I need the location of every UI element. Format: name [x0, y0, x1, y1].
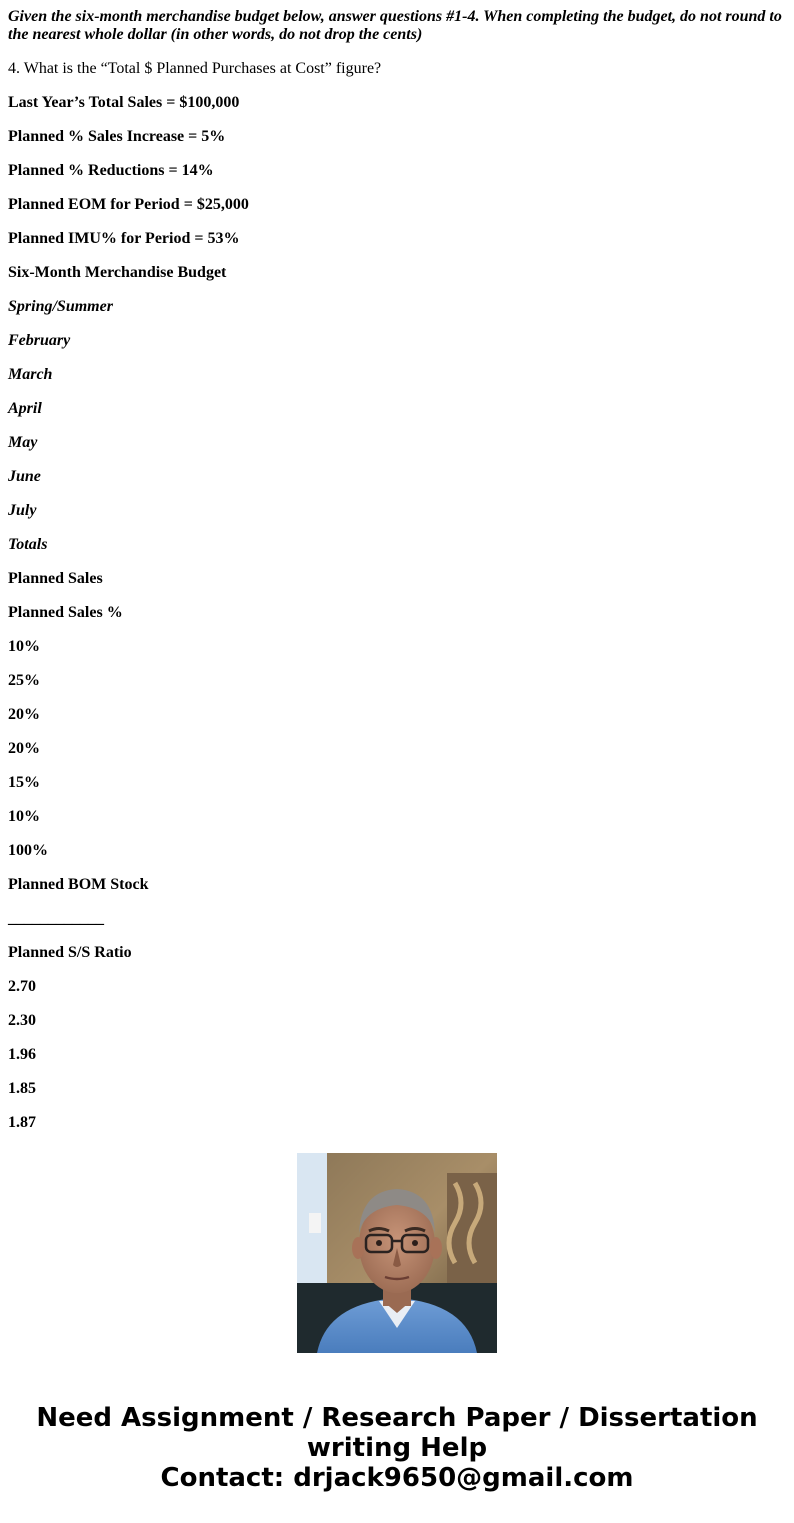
given-last-year-sales: Last Year’s Total Sales = $100,000: [8, 94, 240, 111]
month-march: March: [8, 366, 53, 383]
planned-bom-label: Planned BOM Stock: [8, 876, 149, 893]
sales-pct-june: 15%: [8, 774, 40, 791]
budget-title: Six-Month Merchandise Budget: [8, 264, 227, 281]
ss-ratio-april: 1.96: [8, 1046, 36, 1063]
author-avatar: [297, 1153, 497, 1353]
sales-pct-may: 20%: [8, 740, 40, 757]
promo-contact: Contact: drjack9650@gmail.com: [160, 1463, 634, 1493]
sales-pct-july: 10%: [8, 808, 40, 825]
document-body: [8, 0, 788, 1131]
ss-ratio-february: 2.70: [8, 978, 36, 995]
ss-ratio-march: 2.30: [8, 1012, 36, 1029]
month-february: February: [8, 332, 71, 349]
ss-ratio-may: 1.85: [8, 1080, 36, 1097]
given-eom: Planned EOM for Period = $25,000: [8, 196, 249, 213]
planned-sales-pct-label: Planned Sales %: [8, 604, 123, 621]
season-label: Spring/Summer: [8, 298, 113, 315]
blank-answer-line: ____________: [8, 910, 104, 927]
promo-line-2: writing Help: [306, 1433, 488, 1463]
question-text: 4. What is the “Total $ Planned Purchases at Cost” figure?: [8, 60, 382, 77]
sales-pct-april: 20%: [8, 706, 40, 723]
planned-sales-label: Planned Sales: [8, 570, 103, 587]
month-april: April: [8, 400, 42, 417]
ss-ratio-label: Planned S/S Ratio: [8, 944, 132, 961]
promo-line-1: Need Assignment / Research Paper / Dissertation: [36, 1403, 758, 1433]
month-totals: Totals: [8, 536, 48, 553]
sales-pct-february: 10%: [8, 638, 40, 655]
given-sales-increase: Planned % Sales Increase = 5%: [8, 128, 226, 145]
given-reductions: Planned % Reductions = 14%: [8, 162, 214, 179]
intro-paragraph: Given the six-month merchandise budget below, answer questions #1-4. When completing the budget, do not round to the nearest whole dollar (in other words, do not drop the cents): [8, 8, 782, 43]
sales-pct-total: 100%: [8, 842, 48, 859]
given-imu: Planned IMU% for Period = 53%: [8, 230, 240, 247]
sales-pct-march: 25%: [8, 672, 40, 689]
month-july: July: [8, 502, 37, 519]
promo-banner: [0, 1403, 794, 1493]
month-june: June: [8, 468, 41, 485]
month-may: May: [8, 434, 38, 451]
ss-ratio-june: 1.87: [8, 1114, 36, 1131]
